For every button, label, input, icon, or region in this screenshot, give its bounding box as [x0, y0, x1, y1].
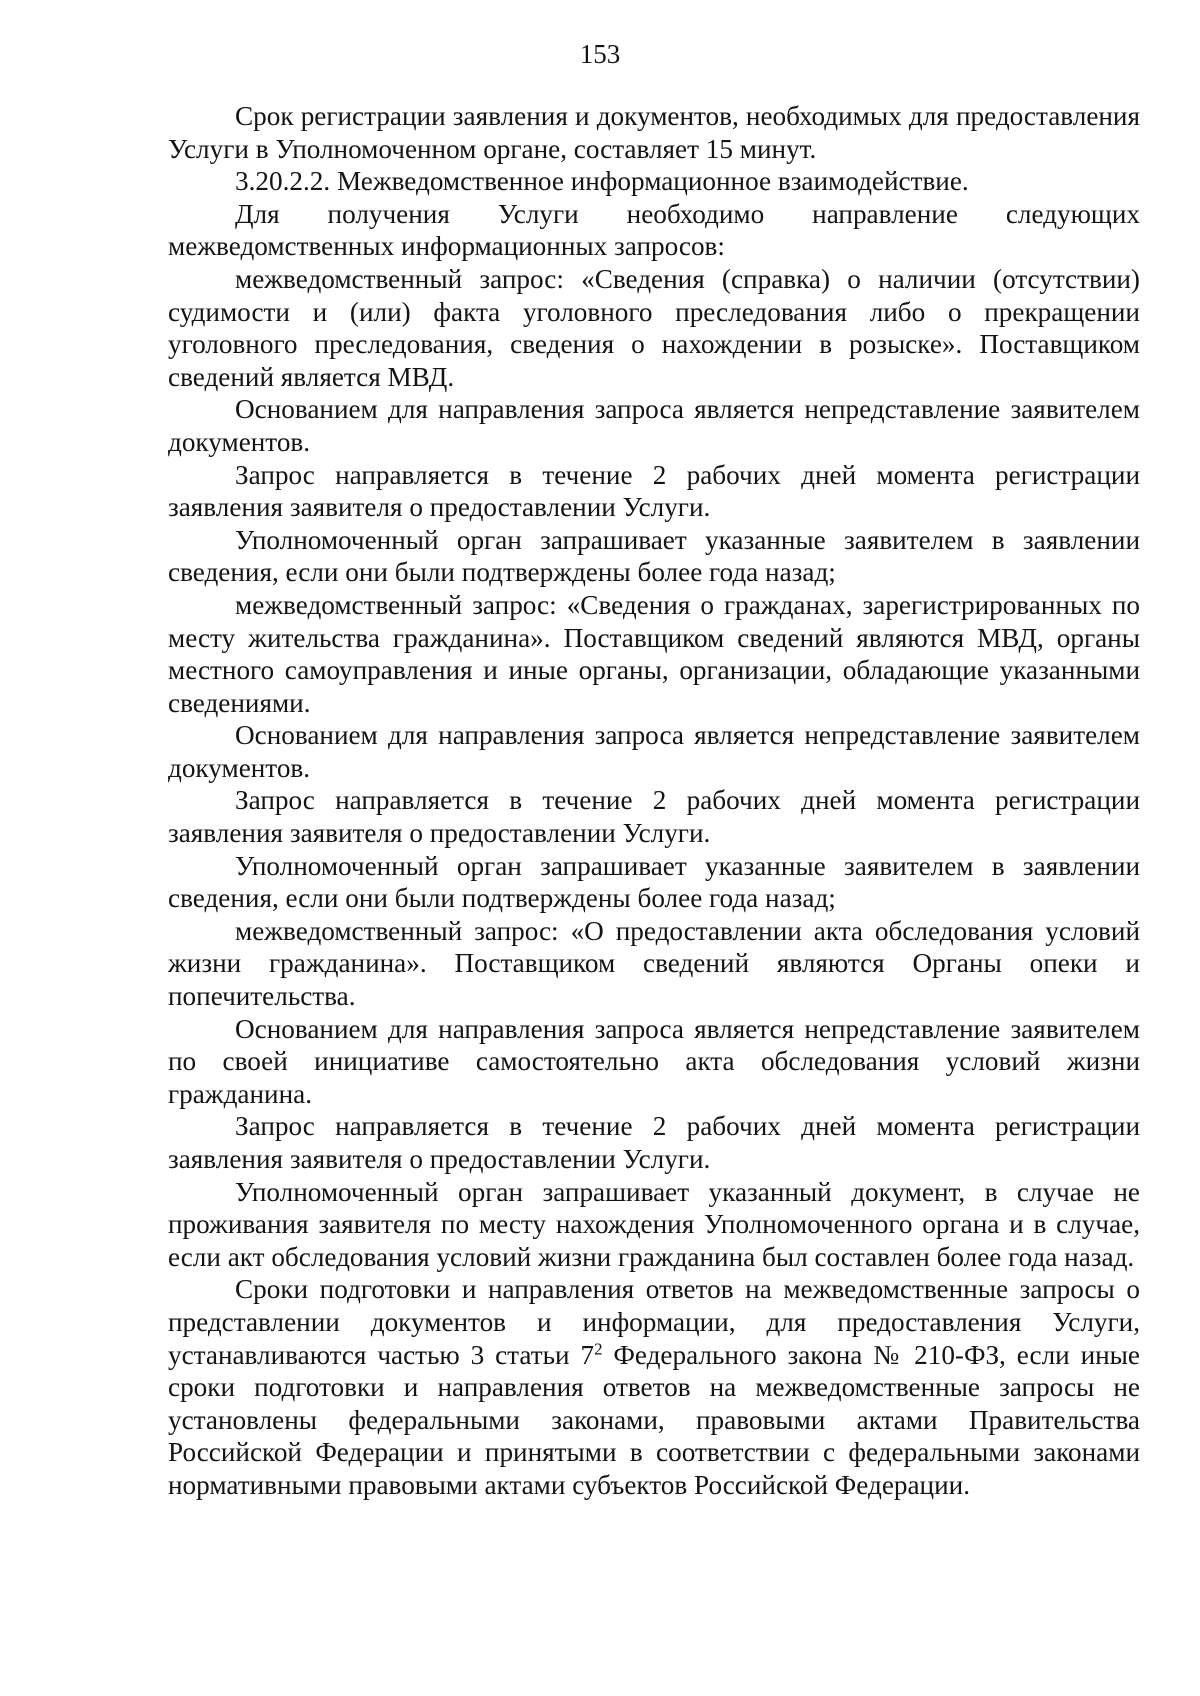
paragraph: Запрос направляется в течение 2 рабочих дней момента регистрации заявления заявителя о предоставлении Услуги. — [168, 1111, 1140, 1174]
paragraph: Основанием для направления запроса является непредставление заявителем по своей инициативе самостоятельно акта обследования условий жизни гражданина. — [168, 1013, 1140, 1109]
final-text-part-2: Федерального закона № 210-ФЗ, если иные сроки подготовки и направления ответов на межведомственные запросы не установлены федеральными законами, правовыми актами Правительства Российской Федерации и принятыми в соответствии с федеральными законами нормативными правовыми актами субъектов Российской Федерации. — [168, 1339, 1141, 1500]
final-text-part-1: Сроки подготовки и направления ответов на межведомственные запросы о представлении документов и информации, для предоставления Услуги, устанавливаются частью 3 статьи 7 — [168, 1274, 1140, 1370]
paragraph: Срок регистрации заявления и документов, необходимых для предоставления Услуги в Уполномоченном органе, составляет 15 минут. — [168, 101, 1140, 164]
paragraph: Уполномоченный орган запрашивает указанный документ, в случае не проживания заявителя по месту нахождения Уполномоченного органа и в случае, если акт обследования условий жизни гражданина был составлен более года назад. — [168, 1176, 1140, 1272]
paragraph: межведомственный запрос: «Сведения о гражданах, зарегистрированных по месту жительства гражданина». Поставщиком сведений являются МВД, органы местного самоуправления и иные органы, организации, обладающие указанными сведениями. — [168, 589, 1140, 718]
paragraph: Основанием для направления запроса является непредставление заявителем документов. — [168, 720, 1140, 783]
superscript: 2 — [594, 1339, 603, 1359]
paragraph-final — [168, 1273, 1140, 1501]
paragraph: Для получения Услуги необходимо направление следующих межведомственных информационных запросов: — [168, 198, 1140, 262]
paragraph: Уполномоченный орган запрашивает указанные заявителем в заявлении сведения, если они были подтверждены более года назад; — [168, 850, 1140, 914]
paragraph: Запрос направляется в течение 2 рабочих дней момента регистрации заявления заявителя о предоставлении Услуги. — [168, 785, 1140, 849]
page-number: 153 — [579, 39, 621, 69]
paragraph: Уполномоченный орган запрашивает указанные заявителем в заявлении сведения, если они были подтверждены более года назад; — [168, 524, 1140, 588]
paragraph: межведомственный запрос: «Сведения (справка) о наличии (отсутствии) судимости и (или) факта уголовного преследования либо о прекращении уголовного преследования, сведения о нахождении в розыске». Поставщиком сведений является МВД. — [168, 263, 1140, 392]
paragraph: Запрос направляется в течение 2 рабочих дней момента регистрации заявления заявителя о предоставлении Услуги. — [168, 459, 1140, 523]
paragraph: Основанием для направления запроса является непредставление заявителем документов. — [168, 394, 1140, 457]
section-heading: 3.20.2.2. Межведомственное информационное взаимодействие. — [235, 166, 969, 197]
document-body — [168, 100, 1140, 1502]
paragraph: межведомственный запрос: «О предоставлении акта обследования условий жизни гражданина». Поставщиком сведений являются Органы опеки и попечительства. — [168, 915, 1140, 1012]
